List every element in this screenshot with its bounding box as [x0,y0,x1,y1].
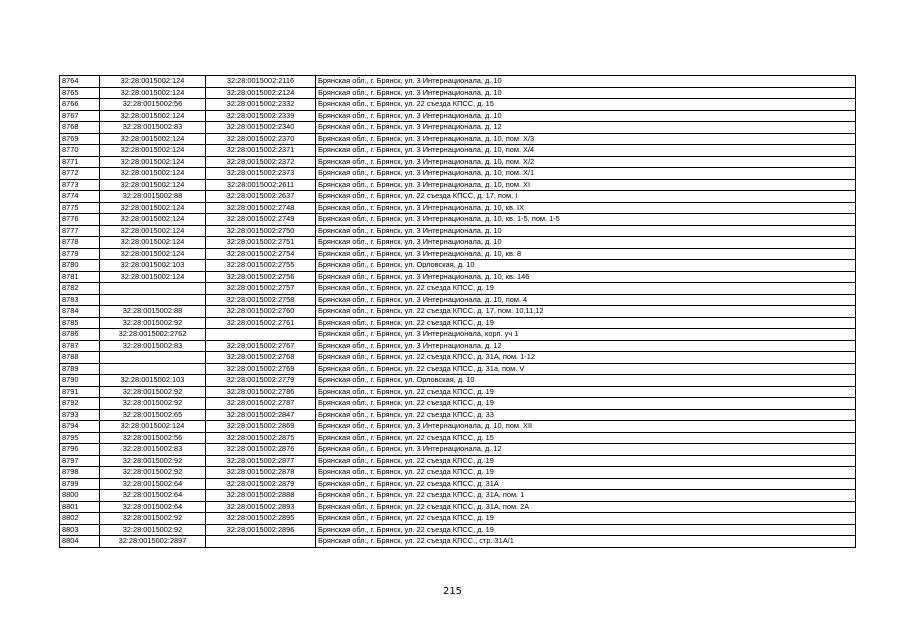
parcel-number-cell: 32:28:0015002:92 [100,317,206,329]
object-number-cell: 32:28:0015002:2847 [206,409,316,421]
address-cell: Брянская обл., г. Брянск, ул. Орловская, д. 10 [316,375,856,387]
table-row [60,317,856,329]
object-number-cell: 32:28:0015002:2895 [206,513,316,525]
address-cell: Брянская обл., г. Брянск, ул. 22 съезда КПСС, д. 17, пом. 10,11,12 [316,306,856,318]
row-number-cell: 8784 [60,306,100,318]
address-cell: Брянская обл., г. Брянск, ул. 22 съезда КПСС, д. 19 [316,386,856,398]
object-number-cell: 32:28:0015002:2751 [206,237,316,249]
table-row [60,478,856,490]
parcel-number-cell [100,352,206,364]
row-number-cell: 8778 [60,237,100,249]
row-number-cell: 8795 [60,432,100,444]
parcel-number-cell: 32:28:0015002:64 [100,490,206,502]
object-number-cell: 32:28:0015002:2637 [206,191,316,203]
parcel-number-cell: 32:28:0015002:124 [100,87,206,99]
address-cell: Брянская обл., г. Брянск, ул. 3 Интернационала, д. 12 [316,444,856,456]
object-number-cell: 32:28:0015002:2372 [206,156,316,168]
table-row [60,536,856,548]
object-number-cell: 32:28:0015002:2779 [206,375,316,387]
table-row [60,294,856,306]
object-number-cell: 32:28:0015002:2749 [206,214,316,226]
parcel-number-cell: 32:28:0015002:92 [100,398,206,410]
object-number-cell: 32:28:0015002:2758 [206,294,316,306]
registry-table-container [59,75,855,548]
object-number-cell [206,329,316,341]
row-number-cell: 8776 [60,214,100,226]
table-row [60,214,856,226]
table-row [60,260,856,272]
object-number-cell: 32:28:0015002:2893 [206,501,316,513]
table-row [60,225,856,237]
address-cell: Брянская обл., г. Брянск, ул. 3 Интернационала, д. 10, пом. 4 [316,294,856,306]
object-number-cell [206,536,316,548]
table-row [60,179,856,191]
row-number-cell: 8789 [60,363,100,375]
object-number-cell: 32:28:0015002:2769 [206,363,316,375]
address-cell: Брянская обл., г. Брянск, ул. 22 съезда КПСС, д. 31А, пом. 2А [316,501,856,513]
address-cell: Брянская обл., г. Брянск, ул. 22 съезда КПСС, д. 19 [316,283,856,295]
object-number-cell: 32:28:0015002:2869 [206,421,316,433]
row-number-cell: 8767 [60,110,100,122]
row-number-cell: 8799 [60,478,100,490]
table-row [60,398,856,410]
parcel-number-cell: 32:28:0015002:103 [100,375,206,387]
parcel-number-cell: 32:28:0015002:56 [100,432,206,444]
parcel-number-cell: 32:28:0015002:2762 [100,329,206,341]
parcel-number-cell: 32:28:0015002:92 [100,513,206,525]
address-cell: Брянская обл., г. Брянск, ул. Орловская, д. 10 [316,260,856,272]
row-number-cell: 8801 [60,501,100,513]
row-number-cell: 8800 [60,490,100,502]
table-row [60,191,856,203]
address-cell: Брянская обл., г. Брянск, ул. 22 съезда КПСС, д. 17, пом. I [316,191,856,203]
row-number-cell: 8785 [60,317,100,329]
address-cell: Брянская обл., г. Брянск, ул. 22 съезда КПСС., стр. 31А/1 [316,536,856,548]
address-cell: Брянская обл., г. Брянск, ул. 3 Интернационала, д. 10, пом. XII [316,421,856,433]
object-number-cell: 32:28:0015002:2878 [206,467,316,479]
address-cell: Брянская обл., г. Брянск, ул. 3 Интернационала, д. 10, пом. Х/2 [316,156,856,168]
row-number-cell: 8786 [60,329,100,341]
address-cell: Брянская обл., г. Брянск, ул. 3 Интернационала, корп. уч 1 [316,329,856,341]
parcel-number-cell: 32:28:0015002:92 [100,455,206,467]
table-row [60,76,856,88]
parcel-number-cell: 32:28:0015002:103 [100,260,206,272]
address-cell: Брянская обл., г. Брянск, ул. 22 съезда КПСС, д. 31А, пом. 1 [316,490,856,502]
row-number-cell: 8766 [60,99,100,111]
row-number-cell: 8797 [60,455,100,467]
address-cell: Брянская обл., г. Брянск, ул. 3 Интернационала, д. 10, пом. Х/3 [316,133,856,145]
row-number-cell: 8781 [60,271,100,283]
table-row [60,99,856,111]
row-number-cell: 8804 [60,536,100,548]
address-cell: Брянская обл., г. Брянск, ул. 3 Интернационала, д. 10 [316,237,856,249]
registry-table [59,75,856,548]
address-cell: Брянская обл., г. Брянск, ул. 3 Интернационала, д. 10, кв. 8 [316,248,856,260]
row-number-cell: 8782 [60,283,100,295]
parcel-number-cell: 32:28:0015002:124 [100,179,206,191]
row-number-cell: 8798 [60,467,100,479]
object-number-cell: 32:28:0015002:2768 [206,352,316,364]
object-number-cell: 32:28:0015002:2877 [206,455,316,467]
parcel-number-cell: 32:28:0015002:83 [100,444,206,456]
address-cell: Брянская обл., г. Брянск, ул. 3 Интернационала, д. 10, пом. XI [316,179,856,191]
row-number-cell: 8764 [60,76,100,88]
table-row [60,306,856,318]
row-number-cell: 8777 [60,225,100,237]
object-number-cell: 32:28:0015002:2767 [206,340,316,352]
parcel-number-cell: 32:28:0015002:83 [100,122,206,134]
address-cell: Брянская обл., г. Брянск, ул. 3 Интернационала, д. 10 [316,110,856,122]
address-cell: Брянская обл., г. Брянск, ул. 3 Интернационала, д. 10 [316,76,856,88]
table-row [60,248,856,260]
row-number-cell: 8779 [60,248,100,260]
parcel-number-cell: 32:28:0015002:124 [100,421,206,433]
row-number-cell: 8775 [60,202,100,214]
address-cell: Брянская обл., г. Брянск, ул. 3 Интернационала, д. 10, кв. 146 [316,271,856,283]
table-row [60,283,856,295]
table-row [60,363,856,375]
table-row [60,237,856,249]
address-cell: Брянская обл., г. Брянск, ул. 3 Интернационала, д. 10 [316,225,856,237]
parcel-number-cell: 32:28:0015002:124 [100,110,206,122]
table-row [60,110,856,122]
table-row [60,432,856,444]
parcel-number-cell: 32:28:0015002:92 [100,524,206,536]
address-cell: Брянская обл., г. Брянск, ул. 3 Интернационала, д. 10, пом. Х/4 [316,145,856,157]
table-row [60,133,856,145]
address-cell: Брянская обл., г. Брянск, ул. 3 Интернационала, д. 10, пом. Х/1 [316,168,856,180]
address-cell: Брянская обл., г. Брянск, ул. 22 съезда КПСС, д. 31А [316,478,856,490]
object-number-cell: 32:28:0015002:2748 [206,202,316,214]
object-number-cell: 32:28:0015002:2750 [206,225,316,237]
address-cell: Брянская обл., г. Брянск, ул. 22 съезда КПСС, д. 19 [316,455,856,467]
table-row [60,501,856,513]
address-cell: Брянская обл., г. Брянск, ул. 22 съезда КПСС, д. 15 [316,432,856,444]
parcel-number-cell: 32:28:0015002:92 [100,467,206,479]
table-row [60,386,856,398]
row-number-cell: 8783 [60,294,100,306]
object-number-cell: 32:28:0015002:2373 [206,168,316,180]
address-cell: Брянская обл., г. Брянск, ул. 22 съезда КПСС, д. 33 [316,409,856,421]
parcel-number-cell: 32:28:0015002:92 [100,386,206,398]
address-cell: Брянская обл., г. Брянск, ул. 22 съезда КПСС, д. 19 [316,398,856,410]
address-cell: Брянская обл., г. Брянск, ул. 3 Интернационала, д. 12 [316,122,856,134]
table-row [60,455,856,467]
table-row [60,145,856,157]
address-cell: Брянская обл., г. Брянск, ул. 22 съезда КПСС, д. 31А, пом. 1-12 [316,352,856,364]
parcel-number-cell: 32:28:0015002:124 [100,202,206,214]
object-number-cell: 32:28:0015002:2786 [206,386,316,398]
table-row [60,352,856,364]
parcel-number-cell: 32:28:0015002:124 [100,225,206,237]
row-number-cell: 8791 [60,386,100,398]
object-number-cell: 32:28:0015002:2876 [206,444,316,456]
address-cell: Брянская обл., г. Брянск, ул. 22 съезда КПСС, д. 19 [316,317,856,329]
object-number-cell: 32:28:0015002:2754 [206,248,316,260]
row-number-cell: 8788 [60,352,100,364]
object-number-cell: 32:28:0015002:2339 [206,110,316,122]
table-row [60,490,856,502]
object-number-cell: 32:28:0015002:2879 [206,478,316,490]
parcel-number-cell [100,363,206,375]
table-row [60,375,856,387]
page-number: 215 [442,586,463,597]
table-row [60,421,856,433]
parcel-number-cell [100,283,206,295]
row-number-cell: 8770 [60,145,100,157]
parcel-number-cell: 32:28:0015002:64 [100,501,206,513]
parcel-number-cell: 32:28:0015002:124 [100,237,206,249]
parcel-number-cell [100,294,206,306]
row-number-cell: 8774 [60,191,100,203]
parcel-number-cell: 32:28:0015002:124 [100,214,206,226]
table-row [60,168,856,180]
parcel-number-cell: 32:28:0015002:124 [100,145,206,157]
table-row [60,202,856,214]
address-cell: Брянская обл., г. Брянск, ул. 22 съезда КПСС, д. 19 [316,467,856,479]
table-row [60,329,856,341]
address-cell: Брянская обл., г. Брянск, ул. 22 съезда КПСС, д. 19 [316,513,856,525]
object-number-cell: 32:28:0015002:2756 [206,271,316,283]
object-number-cell: 32:28:0015002:2896 [206,524,316,536]
object-number-cell: 32:28:0015002:2761 [206,317,316,329]
row-number-cell: 8794 [60,421,100,433]
row-number-cell: 8772 [60,168,100,180]
parcel-number-cell: 32:28:0015002:124 [100,168,206,180]
object-number-cell: 32:28:0015002:2116 [206,76,316,88]
row-number-cell: 8796 [60,444,100,456]
row-number-cell: 8769 [60,133,100,145]
parcel-number-cell: 32:28:0015002:88 [100,306,206,318]
registry-table-body [60,76,856,548]
object-number-cell: 32:28:0015002:2757 [206,283,316,295]
object-number-cell: 32:28:0015002:2888 [206,490,316,502]
parcel-number-cell: 32:28:0015002:124 [100,156,206,168]
table-row [60,513,856,525]
row-number-cell: 8803 [60,524,100,536]
object-number-cell: 32:28:0015002:2755 [206,260,316,272]
object-number-cell: 32:28:0015002:2124 [206,87,316,99]
row-number-cell: 8765 [60,87,100,99]
address-cell: Брянская обл., г. Брянск, ул. 3 Интернационала, д. 10 [316,87,856,99]
table-row [60,156,856,168]
parcel-number-cell: 32:28:0015002:88 [100,191,206,203]
row-number-cell: 8773 [60,179,100,191]
object-number-cell: 32:28:0015002:2611 [206,179,316,191]
table-row [60,87,856,99]
parcel-number-cell: 32:28:0015002:124 [100,248,206,260]
parcel-number-cell: 32:28:0015002:56 [100,99,206,111]
parcel-number-cell: 32:28:0015002:124 [100,133,206,145]
row-number-cell: 8787 [60,340,100,352]
object-number-cell: 32:28:0015002:2371 [206,145,316,157]
table-row [60,467,856,479]
address-cell: Брянская обл., г. Брянск, ул. 22 съезда КПСС, д. 15 [316,99,856,111]
row-number-cell: 8780 [60,260,100,272]
parcel-number-cell: 32:28:0015002:64 [100,478,206,490]
parcel-number-cell: 32:28:0015002:2897 [100,536,206,548]
parcel-number-cell: 32:28:0015002:65 [100,409,206,421]
parcel-number-cell: 32:28:0015002:83 [100,340,206,352]
row-number-cell: 8790 [60,375,100,387]
table-row [60,409,856,421]
object-number-cell: 32:28:0015002:2370 [206,133,316,145]
table-row [60,271,856,283]
address-cell: Брянская обл., г. Брянск, ул. 22 съезда КПСС, д. 19 [316,524,856,536]
address-cell: Брянская обл., г. Брянск, ул. 3 Интернационала, д. 12 [316,340,856,352]
row-number-cell: 8771 [60,156,100,168]
row-number-cell: 8793 [60,409,100,421]
row-number-cell: 8802 [60,513,100,525]
object-number-cell: 32:28:0015002:2340 [206,122,316,134]
row-number-cell: 8792 [60,398,100,410]
table-row [60,340,856,352]
object-number-cell: 32:28:0015002:2875 [206,432,316,444]
row-number-cell: 8768 [60,122,100,134]
parcel-number-cell: 32:28:0015002:124 [100,76,206,88]
address-cell: Брянская обл., г. Брянск, ул. 3 Интернационала, д. 10, кв. 1-5, пом. 1-5 [316,214,856,226]
object-number-cell: 32:28:0015002:2760 [206,306,316,318]
table-row [60,122,856,134]
address-cell: Брянская обл., г. Брянск, ул. 22 съезда КПСС, д. 31а, пом. V [316,363,856,375]
object-number-cell: 32:28:0015002:2332 [206,99,316,111]
table-row [60,524,856,536]
address-cell: Брянская обл., г. Брянск, ул. 3 Интернационала, д. 10, кв. IX [316,202,856,214]
parcel-number-cell: 32:28:0015002:124 [100,271,206,283]
object-number-cell: 32:28:0015002:2787 [206,398,316,410]
table-row [60,444,856,456]
